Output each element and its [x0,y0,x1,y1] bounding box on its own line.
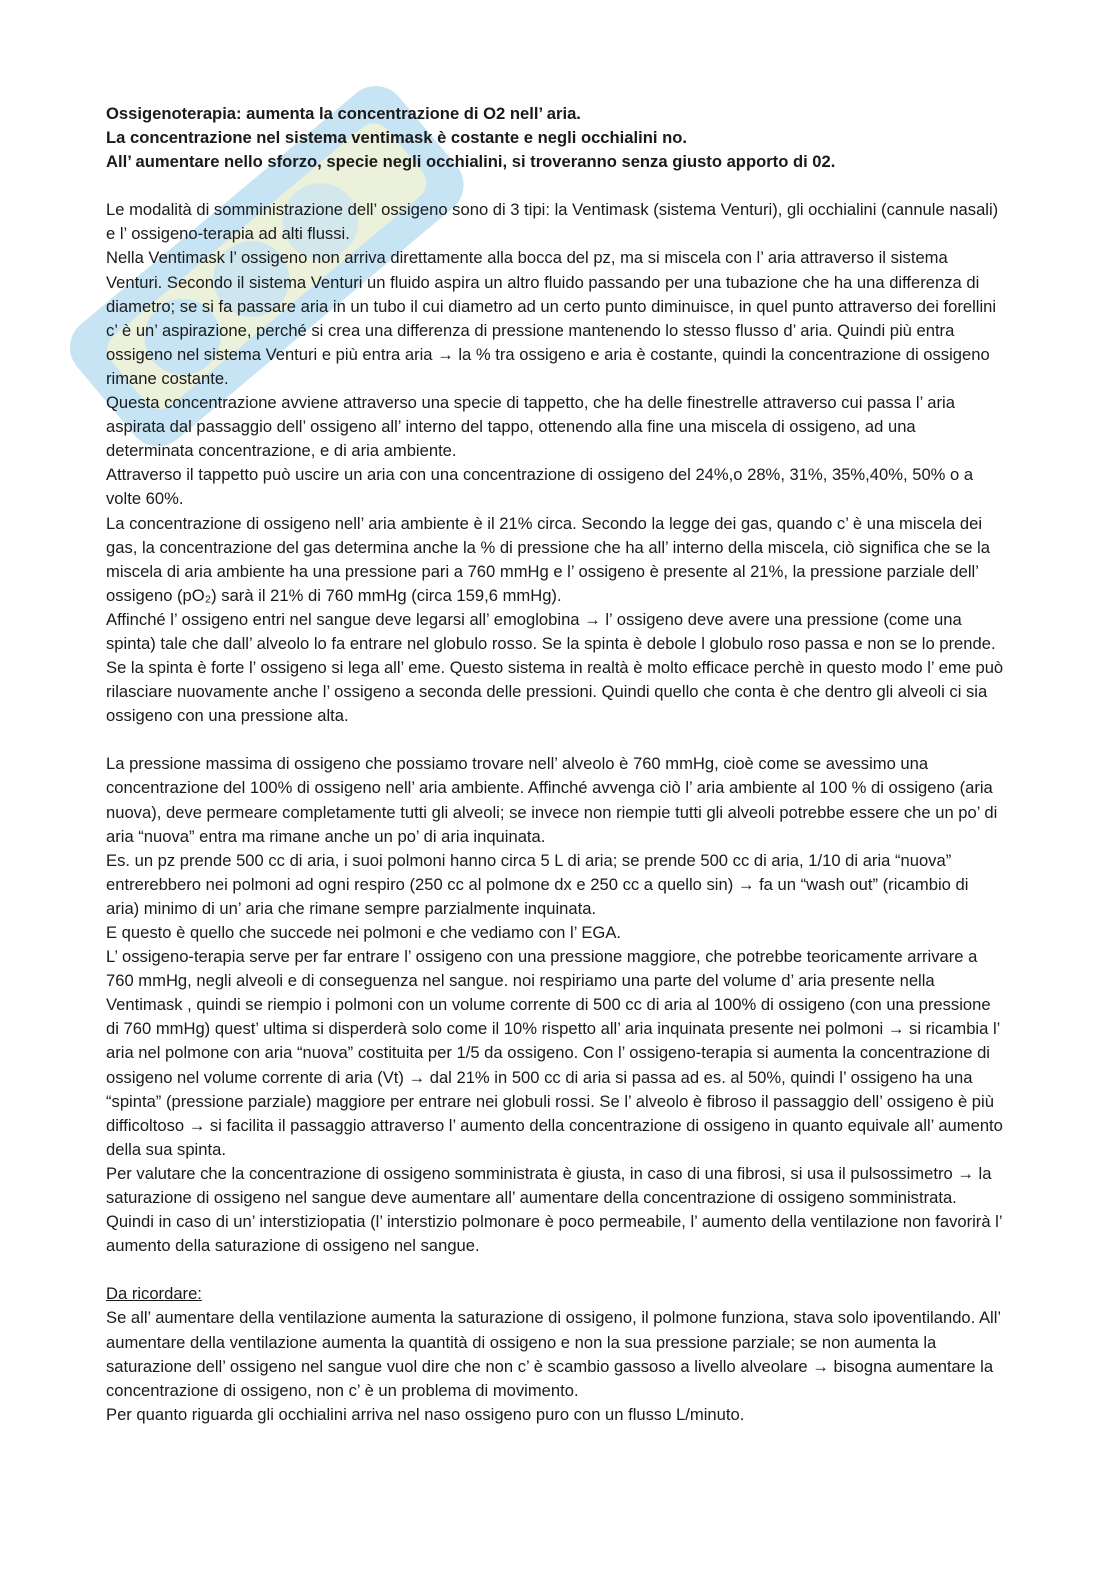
paragraph: Per valutare che la concentrazione di ossigeno somministrata è giusta, in caso di una fibrosi, si usa il pulsossimetro → la saturazione di ossigeno nel sangue deve aumentare all’ aumentare della concentrazione di ossigeno somministrata. Quindi in caso di un’ interstiziopatia (l’ interstizio polmonare è poco permeabile, l’ aumento della ventilazione non favorirà l’ aumento della saturazione di ossigeno nel sangue. [106,1163,1002,1256]
intro-line: La concentrazione nel sistema ventimask è costante e negli occhialini no. [106,128,687,148]
paragraph: Affinché l’ ossigeno entri nel sangue deve legarsi all’ emoglobina → l’ ossigeno deve avere una pressione (come una spinta) tale che dall’ alveolo lo fa entrare nel globulo rosso. Se la spinta è debole l globulo roso passa e non se lo prende. Se la spinta è forte l’ ossigeno si lega all’ eme. Questo sistema in realtà è molto efficace perchè in questo modo l’ eme può rilasciare nuovamente anche l’ ossigeno a seconda delle pressioni. Quindi quello che conta è che dentro gli alveoli ci sia ossigeno con una pressione alta. [106,609,1004,726]
remember-heading: Da ricordare: [106,1284,202,1304]
paragraph: La concentrazione di ossigeno nell’ aria ambiente è il 21% circa. Secondo la legge dei gas, quando c’ è una miscela dei gas, la concentrazione del gas determina anche la % di pressione che ha all’ interno della miscela, ciò significa che se la miscela di aria ambiente ha una pressione pari a 760 mmHg e l’ ossigeno è presente al 21%, la pressione parziale dell’ ossigeno (pO₂) sarà il 21% di 760 mmHg (circa 159,6 mmHg). [106,513,990,605]
spacer [106,174,1006,198]
intro-block [106,102,1006,174]
section-remember [106,1282,1006,1427]
paragraph: Questa concentrazione avviene attraverso una specie di tappetto, che ha delle finestrelle attraverso cui passa l’ aria aspirata dal passaggio dell’ ossigeno all’ interno del tappo, ottenendo alla fine una miscela di ossigeno, ad una determinata concentrazione, e di aria ambiente. [106,393,955,461]
document-body [106,102,1006,1427]
paragraph: Se all’ aumentare della ventilazione aumenta la saturazione di ossigeno, il polmone funziona, stava solo ipoventilando. All’ aumentare della ventilazione aumenta la quantità di ossigeno e non la sua pressione parziale; se non aumenta la saturazione dell’ ossigeno nel sangue vuol dire che non c’ è scambio gassoso a livello alveolare → bisogna aumentare la concentrazione di ossigeno, non c’ è un problema di movimento. [106,1308,1001,1400]
section-administration [106,198,1006,728]
paragraph: E questo è quello che succede nei polmoni e che vediamo con l’ EGA. [106,923,622,942]
paragraph: Attraverso il tappetto può uscire un aria con una concentrazione di ossigeno del 24%,o 28%, 31%, 35%,40%, 50% o a volte 60%. [106,465,974,509]
spacer [106,728,1006,752]
paragraph: Nella Ventimask l’ ossigeno non arriva direttamente alla bocca del pz, ma si miscela con l’ aria attraverso il sistema Venturi. Secondo il sistema Venturi un fluido aspira un altro fluido passando per una tubazione che ha una differenza di diametro; se si fa passare aria in un tubo il cui diametro ad un certo punto diminuisce, in quel punto attraverso dei forellini c’ è un’ aspirazione, perché si crea una differenza di pressione mantenendo lo stesso flusso d’ aria. Quindi più entra ossigeno nel sistema Venturi e più entra aria → la % tra ossigeno e aria è costante, quindi la concentrazione di ossigeno rimane costante. [106,248,997,388]
paragraph: Le modalità di somministrazione dell’ ossigeno sono di 3 tipi: la Ventimask (sistema Venturi), gli occhialini (cannule nasali) e l’ ossigeno-terapia ad alti flussi. [106,200,999,244]
paragraph: La pressione massima di ossigeno che possiamo trovare nell’ alveolo è 760 mmHg, cioè come se avessimo una concentrazione del 100% di ossigeno nell’ aria ambiente. Affinché avvenga ciò l’ aria ambiente al 100 % di ossigeno (aria nuova), deve permeare completamente tutti gli alveoli; se invece non riempie tutti gli alveoli potrebbe essere che un po’ di aria “nuova” entra ma rimane anche un po’ di aria inquinata. [106,754,998,846]
spacer [106,1258,1006,1282]
paragraph: Per quanto riguarda gli occhialini arriva nel naso ossigeno puro con un flusso L/minuto. [106,1404,745,1424]
intro-line: Ossigenoterapia: aumenta la concentrazione di O2 nell’ aria. [106,104,581,123]
intro-line: All’ aumentare nello sforzo, specie negli occhialini, si troveranno senza giusto apporto di 02. [106,152,836,172]
paragraph: L’ ossigeno-terapia serve per far entrare l’ ossigeno con una pressione maggiore, che potrebbe teoricamente arrivare a 760 mmHg, negli alveoli e di conseguenza nel sangue. noi respiriamo una parte del volume d’ aria presente nella Ventimask , quindi se riempio i polmoni con un volume corrente di 500 cc di aria al 100% di ossigeno (con una pressione di 760 mmHg) quest’ ultima si disperderà solo come il 10% rispetto all’ aria inquinata presente nei polmoni → si ricambia l’ aria nel polmone con aria “nuova” costituita per 1/5 da ossigeno. Con l’ ossigeno-terapia si aumenta la concentrazione di ossigeno nel volume corrente di aria (Vt) → dal 21% in 500 cc di aria si passa ad es. al 50%, quindi l’ ossigeno ha una “spinta” (pressione parziale) maggiore per entrare nei globuli rossi. Se l’ alveolo è fibroso il passaggio dell’ ossigeno è più difficoltoso → si facilita il passaggio attraverso l’ aumento della concentrazione di ossigeno in quanto equivale all’ aumento della sua spinta. [106,947,1003,1159]
paragraph: Es. un pz prende 500 cc di aria, i suoi polmoni hanno circa 5 L di aria; se prende 500 cc di aria, 1/10 di aria “nuova” entrerebbero nei polmoni ad ogni respiro (250 cc al polmone dx e 250 cc a quello sin) → fa un “wash out” (ricambio di aria) minimo di un’ aria che rimane sempre parzialmente inquinata. [106,850,969,918]
section-pressure [106,752,1006,1258]
